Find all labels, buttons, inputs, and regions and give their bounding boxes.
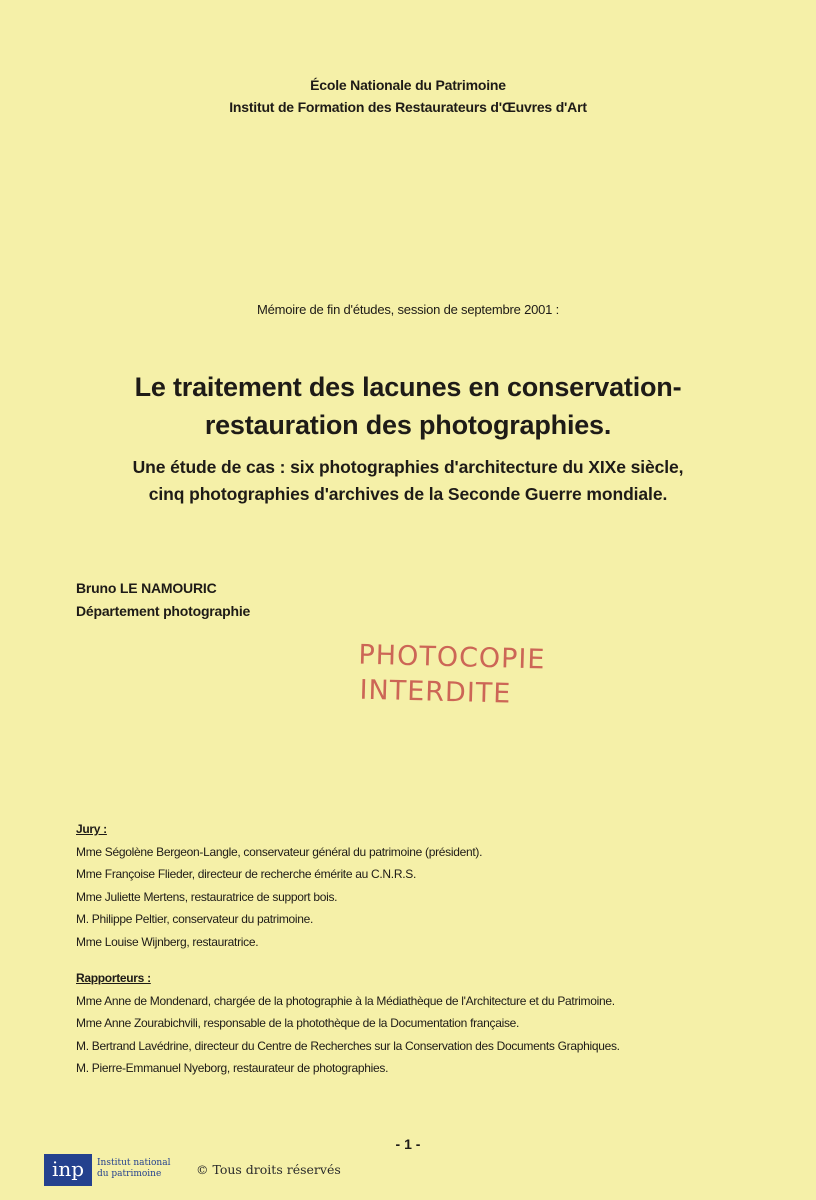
thesis-title (0, 368, 816, 444)
jury-member: Mme Juliette Mertens, restauratrice de support bois. (76, 889, 338, 904)
title-line-2: restauration des photographies. (204, 410, 612, 440)
jury-member: Mme Françoise Flieder, directeur de recherche émérite au C.N.R.S. (76, 867, 416, 881)
rapporteur: Mme Anne de Mondenard, chargée de la photographie à la Médiathèque de l'Architecture et du Patrimoine. (76, 993, 615, 1008)
subtitle-line-2: cinq photographies d'archives de la Seconde Guerre mondiale. (148, 484, 668, 504)
jury-member: Mme Louise Wijnberg, restauratrice. (76, 934, 259, 949)
rapporteurs-heading: Rapporteurs : (76, 971, 151, 985)
logo-line-1: Institut national (97, 1158, 171, 1168)
stamp-line-2: INTERDITE (359, 674, 512, 710)
inp-logo-text (97, 1158, 170, 1180)
thesis-subtitle (0, 454, 816, 508)
author-name: Bruno LE NAMOURIC (76, 580, 217, 596)
subtitle-line-1: Une étude de cas : six photographies d'architecture du XIXe siècle, (132, 457, 684, 477)
page-number: - 1 - (395, 1136, 421, 1152)
jury-member: M. Philippe Peltier, conservateur du patrimoine. (76, 912, 314, 926)
author-department: Département photographie (76, 603, 251, 619)
rapporteur: M. Pierre-Emmanuel Nyeborg, restaurateur de photographies. (76, 1061, 389, 1075)
photocopy-forbidden-stamp (357, 638, 546, 713)
inp-logo-icon: inp (44, 1154, 92, 1186)
school-name: École Nationale du Patrimoine (310, 77, 506, 93)
jury-section (76, 818, 482, 953)
author-block (76, 577, 250, 623)
rapporteurs-section (76, 967, 620, 1080)
copyright-notice: © Tous droits réservés (196, 1162, 341, 1177)
memoire-session: Mémoire de fin d'études, session de septembre 2001 : (256, 302, 560, 317)
jury-heading: Jury : (76, 822, 107, 836)
rapporteur: M. Bertrand Lavédrine, directeur du Centre de Recherches sur la Conservation des Documents Graphiques. (76, 1038, 620, 1053)
logo-line-2: du patrimoine (97, 1169, 162, 1179)
title-line-1: Le traitement des lacunes en conservation- (134, 372, 682, 402)
jury-member: Mme Ségolène Bergeon-Langle, conservateur général du patrimoine (président). (76, 844, 483, 859)
institute-name: Institut de Formation des Restaurateurs d'Œuvres d'Art (229, 99, 587, 115)
school-header (0, 74, 816, 118)
rapporteur: Mme Anne Zourabichvili, responsable de la photothèque de la Documentation française. (76, 1016, 520, 1030)
stamp-line-1: PHOTOCOPIE (358, 639, 546, 676)
